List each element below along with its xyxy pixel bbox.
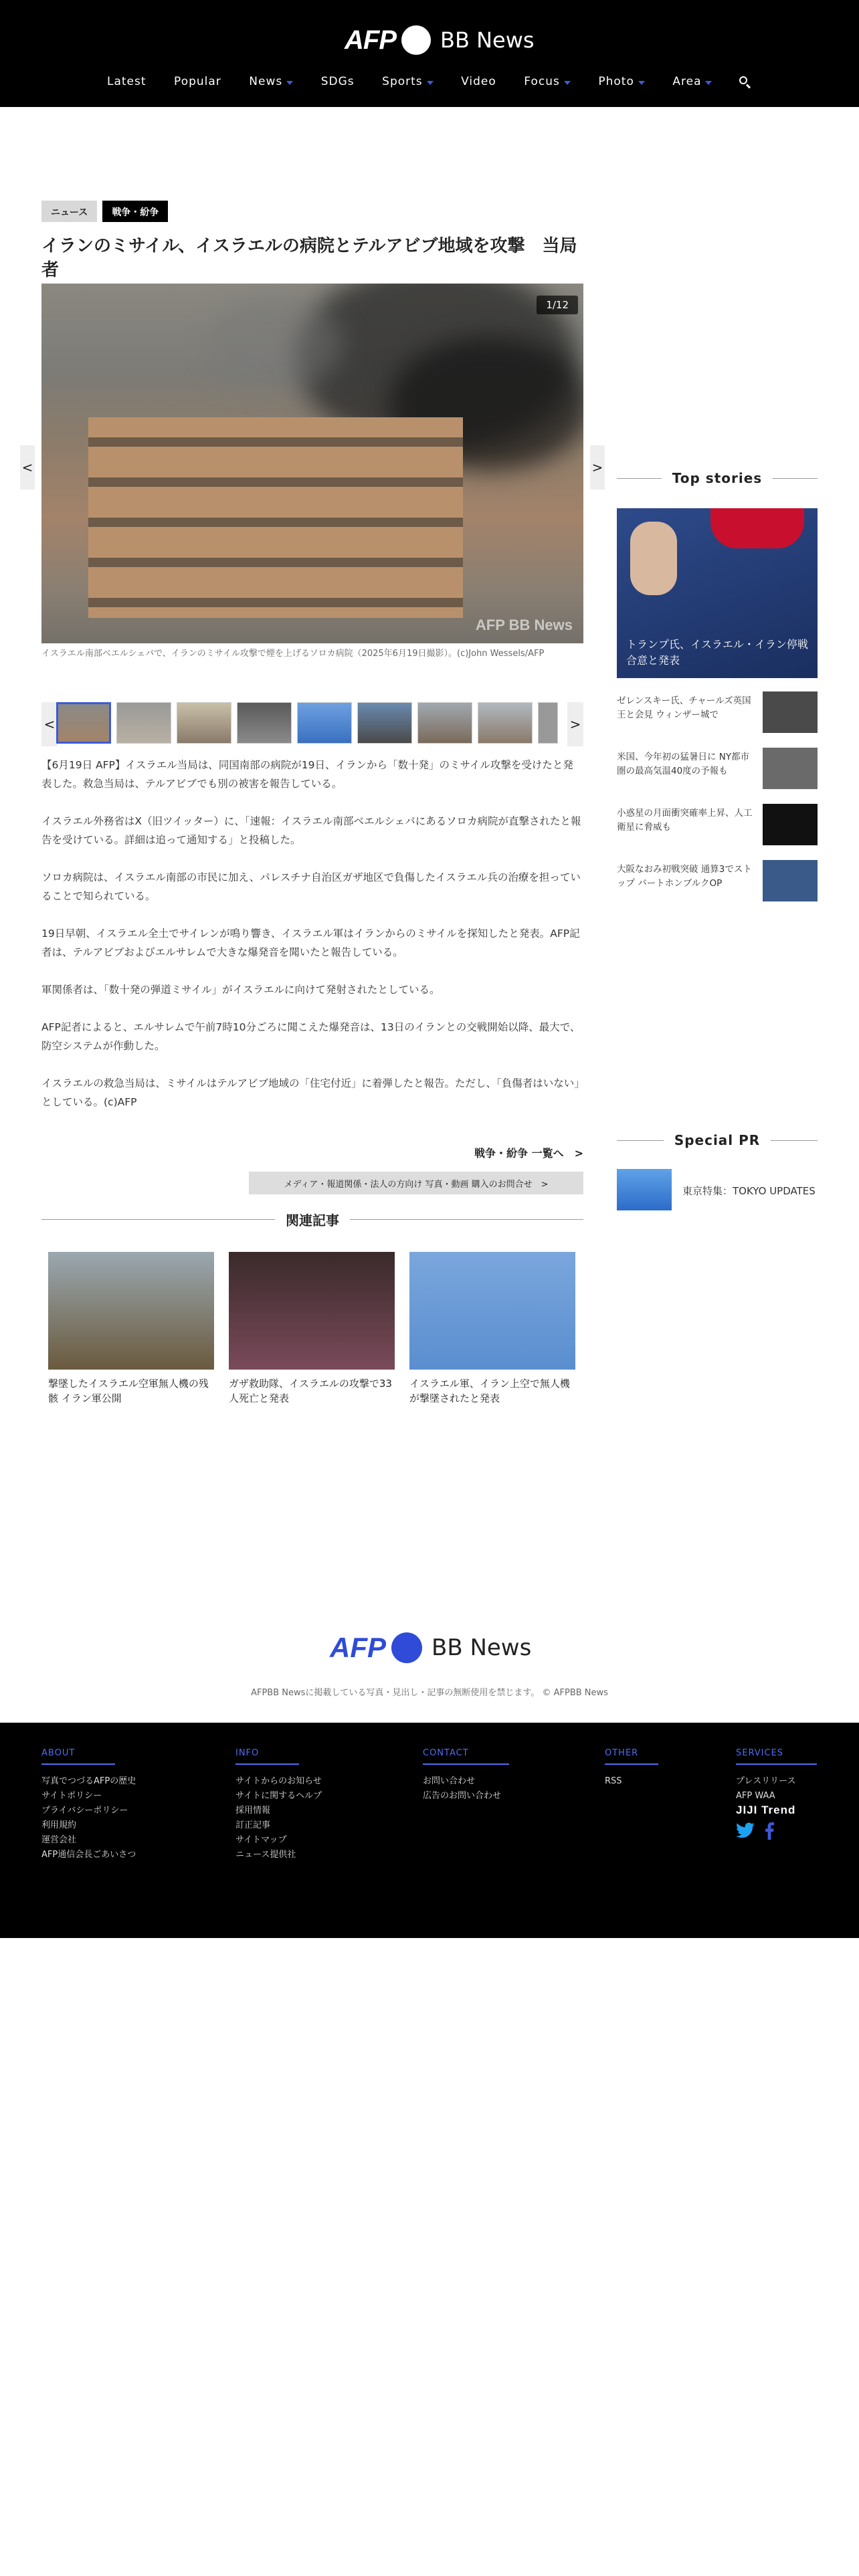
footer-col-services [736, 1745, 817, 1840]
top-stories-heading [617, 468, 818, 488]
footer-link[interactable]: サイトマップ [235, 1835, 287, 1845]
top-story-item[interactable] [617, 804, 818, 847]
thumbnail[interactable] [357, 702, 412, 744]
site-logo[interactable] [345, 24, 535, 56]
footer-link[interactable]: AFP通信会長ごあいさつ [41, 1850, 136, 1860]
footer-link[interactable]: 採用情報 [235, 1806, 271, 1816]
chevron-down-icon [564, 81, 571, 85]
footer-col-info [235, 1745, 322, 1862]
special-pr-heading-text: Special PR [674, 1132, 761, 1148]
top-story-thumbnail [763, 691, 818, 733]
top-story-thumbnail [763, 804, 818, 845]
footer-col-other [605, 1745, 658, 1789]
top-story-item[interactable] [617, 860, 818, 903]
thumbnail[interactable] [116, 702, 171, 744]
photo-watermark: AFP BB News [475, 617, 573, 633]
related-image [409, 1252, 575, 1370]
photo-thumbnails [41, 702, 583, 746]
tag-war-conflict[interactable]: 戦争・紛争 [102, 201, 168, 222]
chevron-down-icon [427, 81, 434, 85]
thumbnail[interactable] [177, 702, 231, 744]
hero-image-shape [710, 508, 804, 548]
footer-link[interactable]: プレスリリース [736, 1776, 796, 1786]
category-list-link[interactable]: 戦争・紛争 一覧へ > [474, 1147, 583, 1160]
top-stories-heading-text: Top stories [672, 470, 763, 486]
nav-label: Latest [107, 75, 147, 88]
top-stories [617, 468, 818, 889]
footer-link[interactable]: プライバシーポリシー [41, 1806, 128, 1816]
article-paragraph: ソロカ病院は、イスラエル南部の市民に加え、パレスチナ自治区ガザ地区で負傷したイスラエル兵の治療を担っていることで知られている。 [41, 871, 581, 902]
related-card[interactable] [409, 1252, 575, 1406]
nav-label: Video [461, 75, 496, 88]
footer-link[interactable]: 運営会社 [41, 1835, 77, 1845]
nav-video[interactable] [454, 75, 503, 88]
article-title: イランのミサイル、イスラエルの病院とテルアビブ地域を攻撃 当局者 [41, 236, 577, 280]
nav-sports[interactable] [375, 75, 440, 88]
article-paragraph: 【6月19日 AFP】イスラエル当局は、同国南部の病院が19日、イランから「数十発」のミサイル攻撃を受けたと発表した。救急当局は、テルアビブでも別の被害を報告している。 [41, 759, 573, 790]
thumbnail[interactable] [538, 702, 558, 744]
nav-label: Popular [174, 75, 221, 88]
top-story-title: 小惑星の月面衝突確率上昇、人工衛星に脅威も [617, 808, 753, 833]
article-paragraph: 19日早朝、イスラエル全土でサイレンが鳴り響き、イスラエル軍はイランからのミサイルを探知したと発表。AFP記者は、テルアビブおよびエルサレムで大きな爆発音を聞いたと報告している。 [41, 928, 580, 958]
photo-prev-button[interactable]: < [20, 445, 35, 490]
logo-dot [401, 25, 431, 55]
article-paragraph: イスラエル外務省はX（旧ツイッター）に、「速報：イスラエル南部ベエルシェバにあるソロカ病院が直撃されたと報告を受けている。詳細は追って通知する」と投稿した。 [41, 815, 581, 846]
nav-label: SDGs [320, 75, 355, 88]
nav-focus[interactable] [517, 75, 577, 88]
article-paragraph: AFP記者によると、エルサレムで午前7時10分ごろに聞こえた爆発音は、13日のイランとの交戦開始以降、最大で、防空システムが作動した。 [41, 1021, 581, 1052]
special-pr-item[interactable] [617, 1169, 818, 1212]
chevron-down-icon [705, 81, 712, 85]
related-heading [41, 1209, 583, 1229]
top-story-thumbnail [763, 748, 818, 789]
chevron-down-icon [638, 81, 645, 85]
footer-link[interactable]: お問い合わせ [423, 1776, 476, 1786]
thumbs-next-button[interactable]: > [567, 702, 583, 746]
footer-col-heading: ABOUT [41, 1748, 115, 1765]
top-story-title: 大阪なおみ初戦突破 通算3でストップ バートホンブルクOP [617, 864, 752, 889]
article-photo[interactable] [41, 284, 583, 643]
special-pr-thumbnail [617, 1169, 672, 1210]
top-story-hero[interactable] [617, 508, 818, 678]
footer-link[interactable]: サイトからのお知らせ [235, 1776, 322, 1786]
related-image [48, 1252, 214, 1370]
special-pr [617, 1130, 818, 1197]
related-card[interactable] [229, 1252, 395, 1406]
thumbnail[interactable] [297, 702, 352, 744]
logo-bbnews-text: BB News [440, 27, 535, 53]
nav-popular[interactable] [167, 75, 228, 88]
nav-news[interactable] [242, 75, 300, 88]
thumbnail[interactable] [417, 702, 472, 744]
footer-logo-bbnews: BB News [432, 1634, 532, 1661]
media-purchase-button[interactable]: メディア・報道関係・法人の方向け 写真・動画 購入のお問合せ > [249, 1172, 583, 1194]
nav-latest[interactable] [100, 75, 153, 88]
social-links [736, 1822, 817, 1840]
footer-col-heading: CONTACT [423, 1748, 509, 1765]
footer-col-heading: OTHER [605, 1748, 658, 1765]
footer-link[interactable]: 利用規約 [41, 1820, 77, 1830]
related-caption: ガザ救助隊、イスラエルの攻撃で33人死亡と発表 [229, 1378, 392, 1404]
special-pr-title: 東京特集：TOKYO UPDATES [682, 1185, 816, 1197]
footer-logo-dot [391, 1632, 422, 1663]
photo-caption: イスラエル南部ベエルシェバで、イランのミサイル攻撃で煙を上げるソロカ病院（2025年6月19日撮影）。(c)John Wessels/AFP [41, 649, 545, 659]
article-paragraph: イスラエルの救急当局は、ミサイルはテルアビブ地域の「住宅付近」に着弾したと報告。ただし、「負傷者はいない」としている。(c)AFP [41, 1077, 579, 1108]
article-tags [41, 201, 583, 222]
related-card[interactable] [48, 1252, 214, 1406]
nav-label: Area [672, 75, 702, 88]
nav-sdgs[interactable] [314, 75, 361, 88]
footer-logo[interactable] [330, 1632, 531, 1664]
footer-link[interactable]: 広告のお問い合わせ [423, 1791, 502, 1801]
twitter-icon[interactable] [736, 1822, 755, 1838]
footer-link[interactable]: サイトに関するヘルプ [235, 1791, 322, 1801]
copyright-text: AFPBB Newsに掲載している写真・見出し・記事の無断使用を禁じます。 © AFPBB News [251, 1688, 608, 1698]
footer-link[interactable]: サイトポリシー [41, 1791, 102, 1801]
photo-next-button[interactable]: > [590, 445, 605, 490]
thumbs-prev-button[interactable]: < [41, 702, 58, 746]
nav-area[interactable] [666, 75, 719, 88]
article-body [41, 756, 583, 1130]
footer-col-about [41, 1745, 136, 1862]
footer-logo-afp: AFP [330, 1632, 386, 1663]
main-nav [100, 70, 756, 94]
nav-label: Focus [524, 75, 560, 88]
footer-link[interactable]: ニュース提供社 [235, 1850, 296, 1860]
footer-link[interactable]: 写真でつづるAFPの歴史 [41, 1776, 136, 1786]
article-paragraph: 軍関係者は、「数十発の弾道ミサイル」がイスラエルに向けて発射されたとしている。 [41, 984, 440, 996]
photo-counter: 1/12 [537, 296, 578, 314]
thumbnail[interactable] [478, 702, 533, 744]
thumbnail[interactable] [56, 702, 111, 744]
top-story-item[interactable] [617, 748, 818, 790]
site-header [0, 0, 859, 107]
footer-link[interactable]: AFP WAA [736, 1791, 775, 1801]
top-story-hero-caption: トランプ氏、イスラエル・イラン停戦合意と発表 [626, 638, 808, 667]
tag-news[interactable]: ニュース [41, 201, 97, 222]
logo-afp-text: AFP [345, 25, 396, 55]
footer-col-heading: INFO [235, 1748, 299, 1765]
nav-photo[interactable] [591, 75, 652, 88]
footer-link[interactable]: RSS [605, 1776, 622, 1786]
top-story-item[interactable] [617, 691, 818, 734]
top-story-title: 米国、今年初の猛暑日に NY都市圏の最高気温40度の予報も [617, 752, 750, 776]
related-caption: 撃墜したイスラエル空軍無人機の残骸 イラン軍公開 [48, 1378, 209, 1404]
special-pr-heading [617, 1130, 818, 1150]
article-main [21, 201, 603, 1404]
footer-link[interactable]: 訂正記事 [235, 1820, 271, 1830]
site-footer [0, 1723, 859, 1938]
footer-col-heading: SERVICES [736, 1748, 817, 1765]
photo-building [88, 417, 463, 618]
nav-label: Photo [598, 75, 634, 88]
top-story-title: ゼレンスキー氏、チャールズ英国王と会見 ウィンザー城で [617, 695, 751, 720]
search-icon[interactable] [733, 70, 756, 93]
nav-label: Sports [382, 75, 423, 88]
footer-col-contact [423, 1745, 509, 1804]
top-story-thumbnail [763, 860, 818, 901]
hero-image-shape [630, 522, 677, 595]
related-image [229, 1252, 395, 1370]
jiji-trend-logo[interactable]: JIJI Trend [736, 1804, 796, 1816]
chevron-down-icon [286, 81, 293, 85]
facebook-icon[interactable] [764, 1822, 775, 1840]
related-caption: イスラエル軍、イラン上空で無人機が撃墜されたと発表 [409, 1378, 570, 1404]
related-heading-text: 関連記事 [286, 1212, 339, 1228]
thumbnail[interactable] [237, 702, 292, 744]
nav-label: News [249, 75, 283, 88]
